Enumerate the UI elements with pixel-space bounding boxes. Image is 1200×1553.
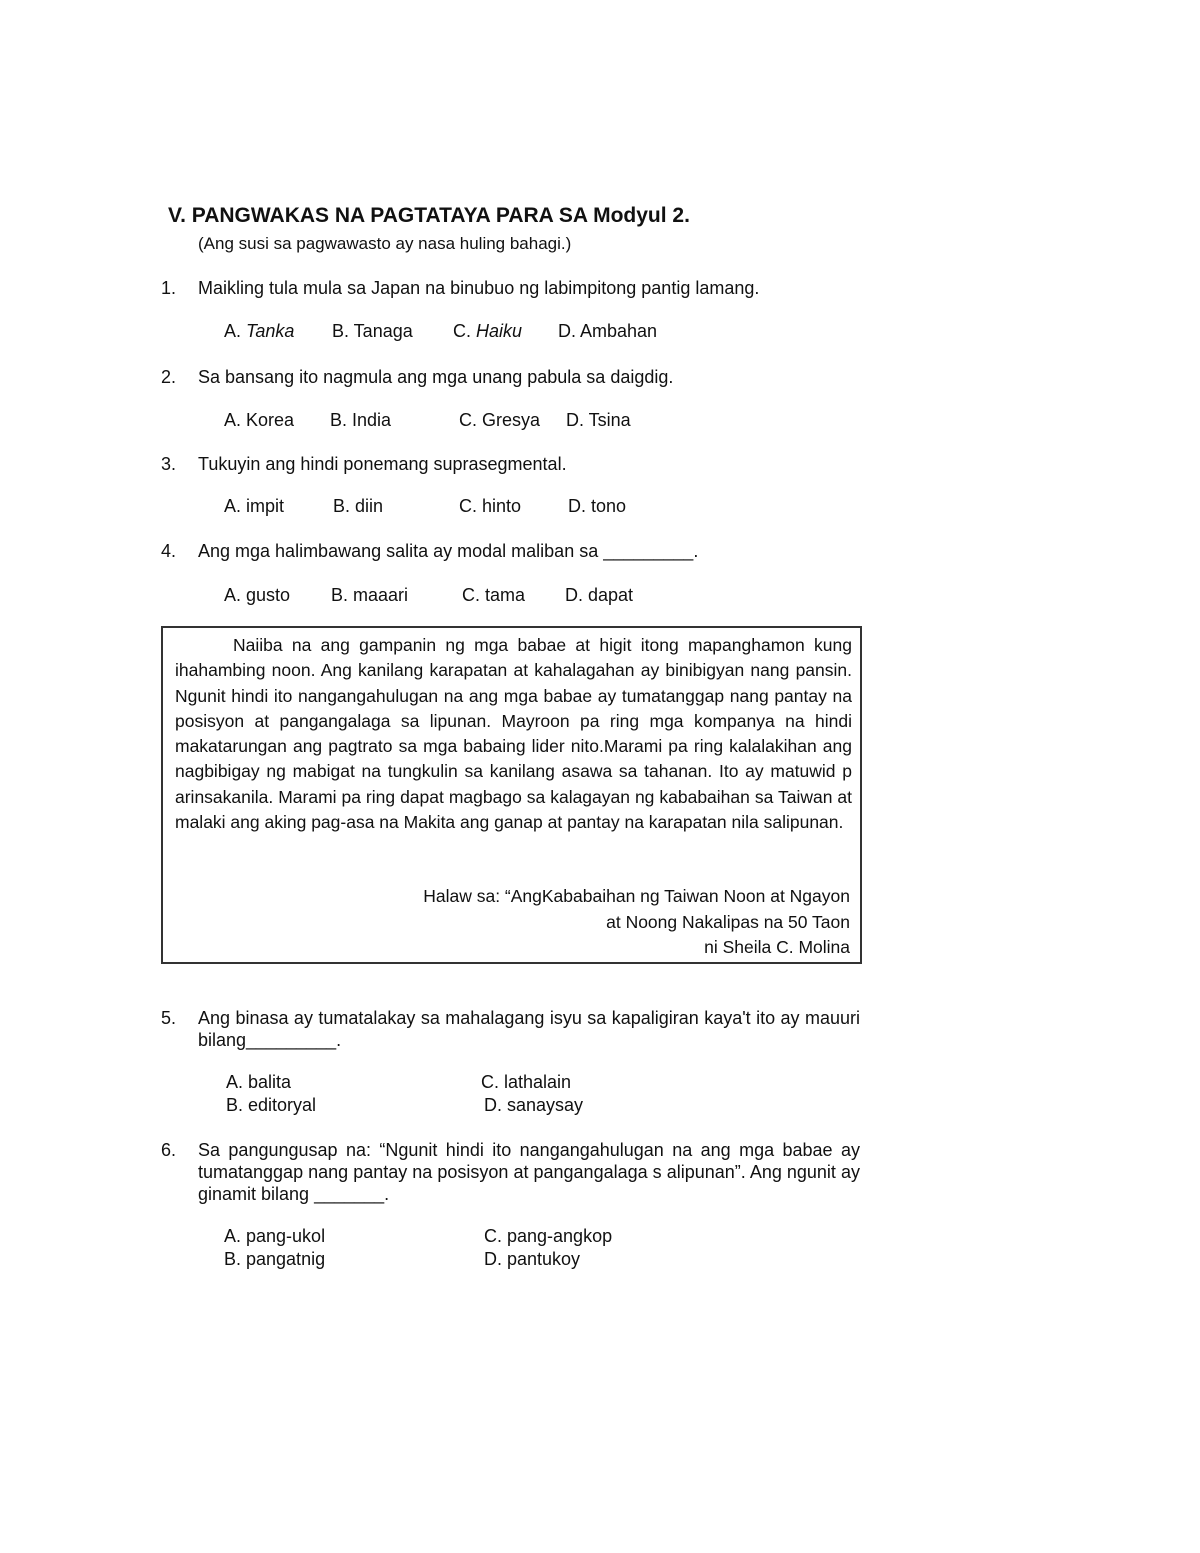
question-1-option-c: C. Haiku — [453, 321, 523, 341]
question-2-number: 2. — [161, 367, 177, 387]
question-3-option-c: C. hinto — [459, 496, 522, 516]
question-2-option-b: B. India — [330, 410, 392, 430]
section-heading: V. PANGWAKAS NA PAGTATAYA PARA SA Modyul 2. — [168, 204, 690, 227]
question-5-option-c: C. lathalain — [481, 1072, 572, 1092]
passage-author: ni Sheila C. Molina — [704, 937, 850, 957]
question-4-option-c: C. tama — [462, 585, 526, 605]
passage-source-line-2: at Noong Nakalipas na 50 Taon — [606, 912, 850, 932]
question-3-option-b: B. diin — [333, 496, 384, 516]
question-1-option-b: B. Tanaga — [332, 321, 413, 341]
question-4-option-d: D. dapat — [565, 585, 634, 605]
question-4-option-b: B. maaari — [331, 585, 409, 605]
question-5-option-d: D. sanaysay — [484, 1095, 584, 1115]
passage-source-line-1: Halaw sa: “AngKababaihan ng Taiwan Noon at Ngayon — [423, 886, 850, 906]
passage-text: Naiiba na ang gampanin ng mga babae at higit itong mapanghamon kung ihahambing noon. Ang kanilang karapatan at kahalagahan ay binibigyan nang pansin. Ngunit hindi ito nangangahulugan na ang mga babae ay tumatanggap nang pantay na posisyon at pangangalaga sa lipunan. Mayroon pa ring mga kompanya na hindi makatarungan ang pagtrato sa mga babaing lider nito.Marami pa ring kalalakihan ang nagbibigay ng mabigat na tungkulin sa kanilang asawa sa tahanan. Ito ay matuwid p arinsakanila. Marami pa ring dapat magbago sa kalagayan ng kababaihan sa Taiwan at malaki ang aking pag-asa na Makita ang ganap at pantay na karapatan nila salipunan. — [175, 635, 852, 833]
question-5-option-b: B. editoryal — [226, 1095, 317, 1115]
question-6-option-c: C. pang-angkop — [484, 1226, 613, 1246]
question-2-option-a: A. Korea — [224, 410, 295, 430]
question-3-option-d: D. tono — [568, 496, 627, 516]
question-5-text: Ang binasa ay tumatalakay sa mahalagang isyu sa kapaligiran kaya't ito ay mauuri bilang_________. — [198, 1008, 860, 1050]
question-2-text: Sa bansang ito nagmula ang mga unang pabula sa daigdig. — [198, 367, 674, 387]
question-6-option-a: A. pang-ukol — [224, 1226, 326, 1246]
reading-passage-box — [161, 626, 862, 964]
question-6-option-b: B. pangatnig — [224, 1249, 326, 1269]
question-3-option-a: A. impit — [224, 496, 285, 516]
question-1-number: 1. — [161, 278, 177, 298]
question-6-number: 6. — [161, 1140, 177, 1160]
question-3-number: 3. — [161, 454, 177, 474]
question-6-text: Sa pangungusap na: “Ngunit hindi ito nangangahulugan na ang mga babae ay tumatanggap nang pantay na posisyon at pangangalaga s alipunan”. Ang ngunit ay ginamit bilang _______. — [198, 1140, 860, 1204]
question-5-option-a: A. balita — [226, 1072, 292, 1092]
question-6-option-d: D. pantukoy — [484, 1249, 581, 1269]
answer-key-note: (Ang susi sa pagwawasto ay nasa huling bahagi.) — [198, 234, 572, 253]
question-4-option-a: A. gusto — [224, 585, 291, 605]
question-5-number: 5. — [161, 1008, 177, 1028]
question-4-text: Ang mga halimbawang salita ay modal maliban sa _________. — [198, 541, 699, 561]
question-4-number: 4. — [161, 541, 177, 561]
question-1-option-d: D. Ambahan — [558, 321, 658, 341]
question-1-text: Maikling tula mula sa Japan na binubuo ng labimpitong pantig lamang. — [198, 278, 760, 298]
question-3-text: Tukuyin ang hindi ponemang suprasegmental. — [198, 454, 567, 474]
question-2-option-d: D. Tsina — [566, 410, 631, 430]
question-2-option-c: C. Gresya — [459, 410, 541, 430]
question-1-option-a: A. Tanka — [224, 321, 295, 341]
